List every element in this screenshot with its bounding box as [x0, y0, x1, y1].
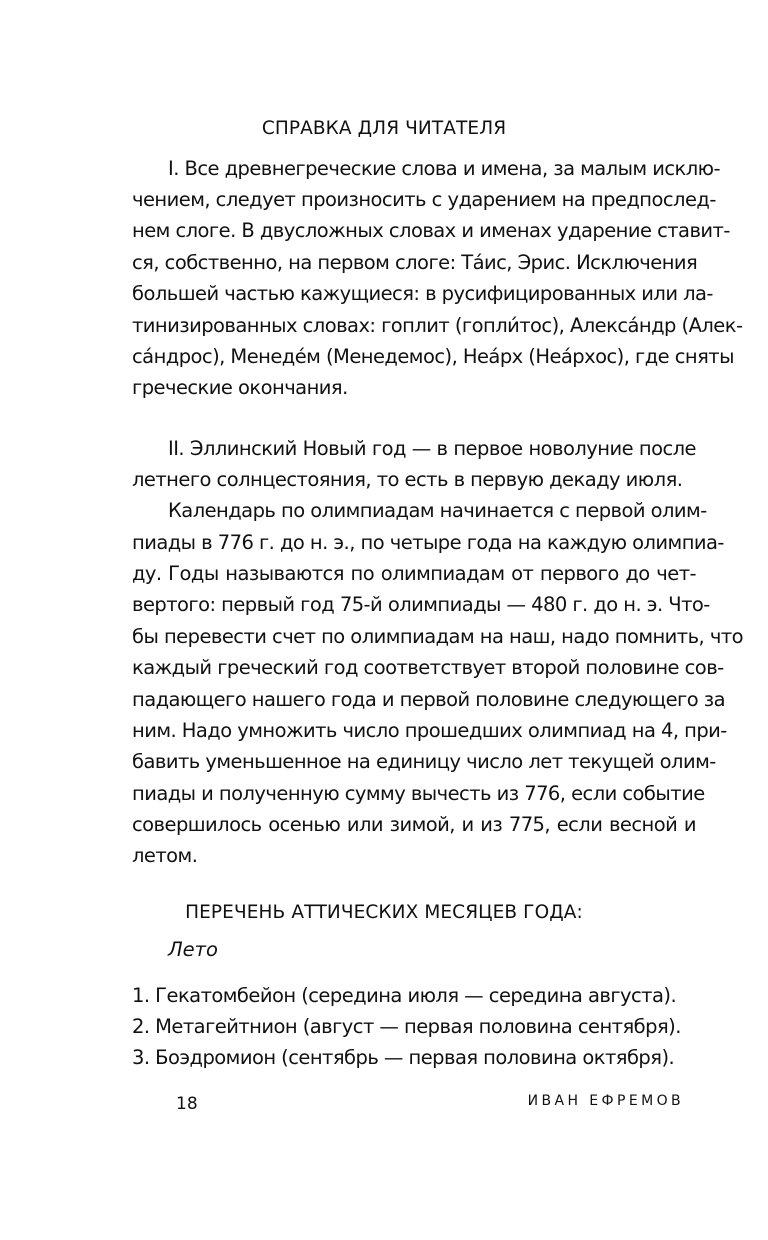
text-line: I. Все древнегреческие слова и имена, за малым исклю- — [168, 157, 721, 180]
month-list-item: 2. Метагейтнион (август — первая половина сентября). — [132, 1015, 681, 1038]
season-subheading: Лето — [168, 938, 218, 961]
text-line: ним. Надо умножить число прошедших олимпиад на 4, при- — [132, 719, 727, 742]
text-line: падающего нашего года и первой половине следующего за — [132, 688, 726, 711]
text-line: тинизированных словах: гоплит (гопли́тос), Алекса́ндр (Алек- — [132, 314, 743, 337]
text-line: совершилось осенью или зимой, и из 775, если весной и — [132, 813, 696, 836]
text-line: пиады и полученную сумму вычесть из 776, если событие — [132, 782, 705, 805]
month-list-item: 3. Боэдромион (сентябрь — первая половина октября). — [132, 1046, 675, 1069]
text-line: греческие окончания. — [132, 376, 348, 399]
text-line: летом. — [132, 844, 198, 867]
text-line: каждый греческий год соответствует второй половине сов- — [132, 656, 724, 679]
running-footer-author: ИВАН ЕФРЕМОВ — [527, 1093, 684, 1109]
text-line: большей частью кажущиеся: в русифицированных или ла- — [132, 282, 713, 305]
page-number: 18 — [176, 1094, 198, 1114]
month-list-item: 1. Гекатомбейон (середина июля — середина августа). — [132, 984, 677, 1007]
text-line: бы перевести счет по олимпиадам на наш, надо помнить, что — [132, 625, 744, 648]
text-line: нем слоге. В двусложных словах и именах ударение ставит- — [132, 219, 730, 242]
text-line: летнего солнцестояния, то есть в первую декаду июля. — [132, 468, 683, 491]
text-line: са́ндрос), Менеде́м (Менедемос), Неа́рх (Неа́рхос), где сняты — [132, 345, 734, 368]
text-line: ду. Годы называются по олимпиадам от первого до чет- — [132, 562, 696, 585]
section-heading-months-list: ПЕРЕЧЕНЬ АТТИЧЕСКИХ МЕСЯЦЕВ ГОДА: — [185, 902, 583, 923]
text-line: бавить уменьшенное на единицу число лет текущей олим- — [132, 750, 716, 773]
text-line: II. Эллинский Новый год — в первое новолуние после — [168, 437, 696, 460]
text-line: чением, следует произносить с ударением на предпослед- — [132, 188, 716, 211]
text-line: пиады в 776 г. до н. э., по четыре года на каждую олимпиа- — [132, 531, 724, 554]
text-line: ся, собственно, на первом слоге: Та́ис, Эрис. Исключения — [132, 251, 698, 274]
text-line: Календарь по олимпиадам начинается с первой олим- — [168, 499, 707, 522]
section-heading-reader-note: СПРАВКА ДЛЯ ЧИТАТЕЛЯ — [261, 118, 507, 139]
text-line: вертого: первый год 75-й олимпиады — 480 г. до н. э. Что- — [132, 593, 710, 616]
